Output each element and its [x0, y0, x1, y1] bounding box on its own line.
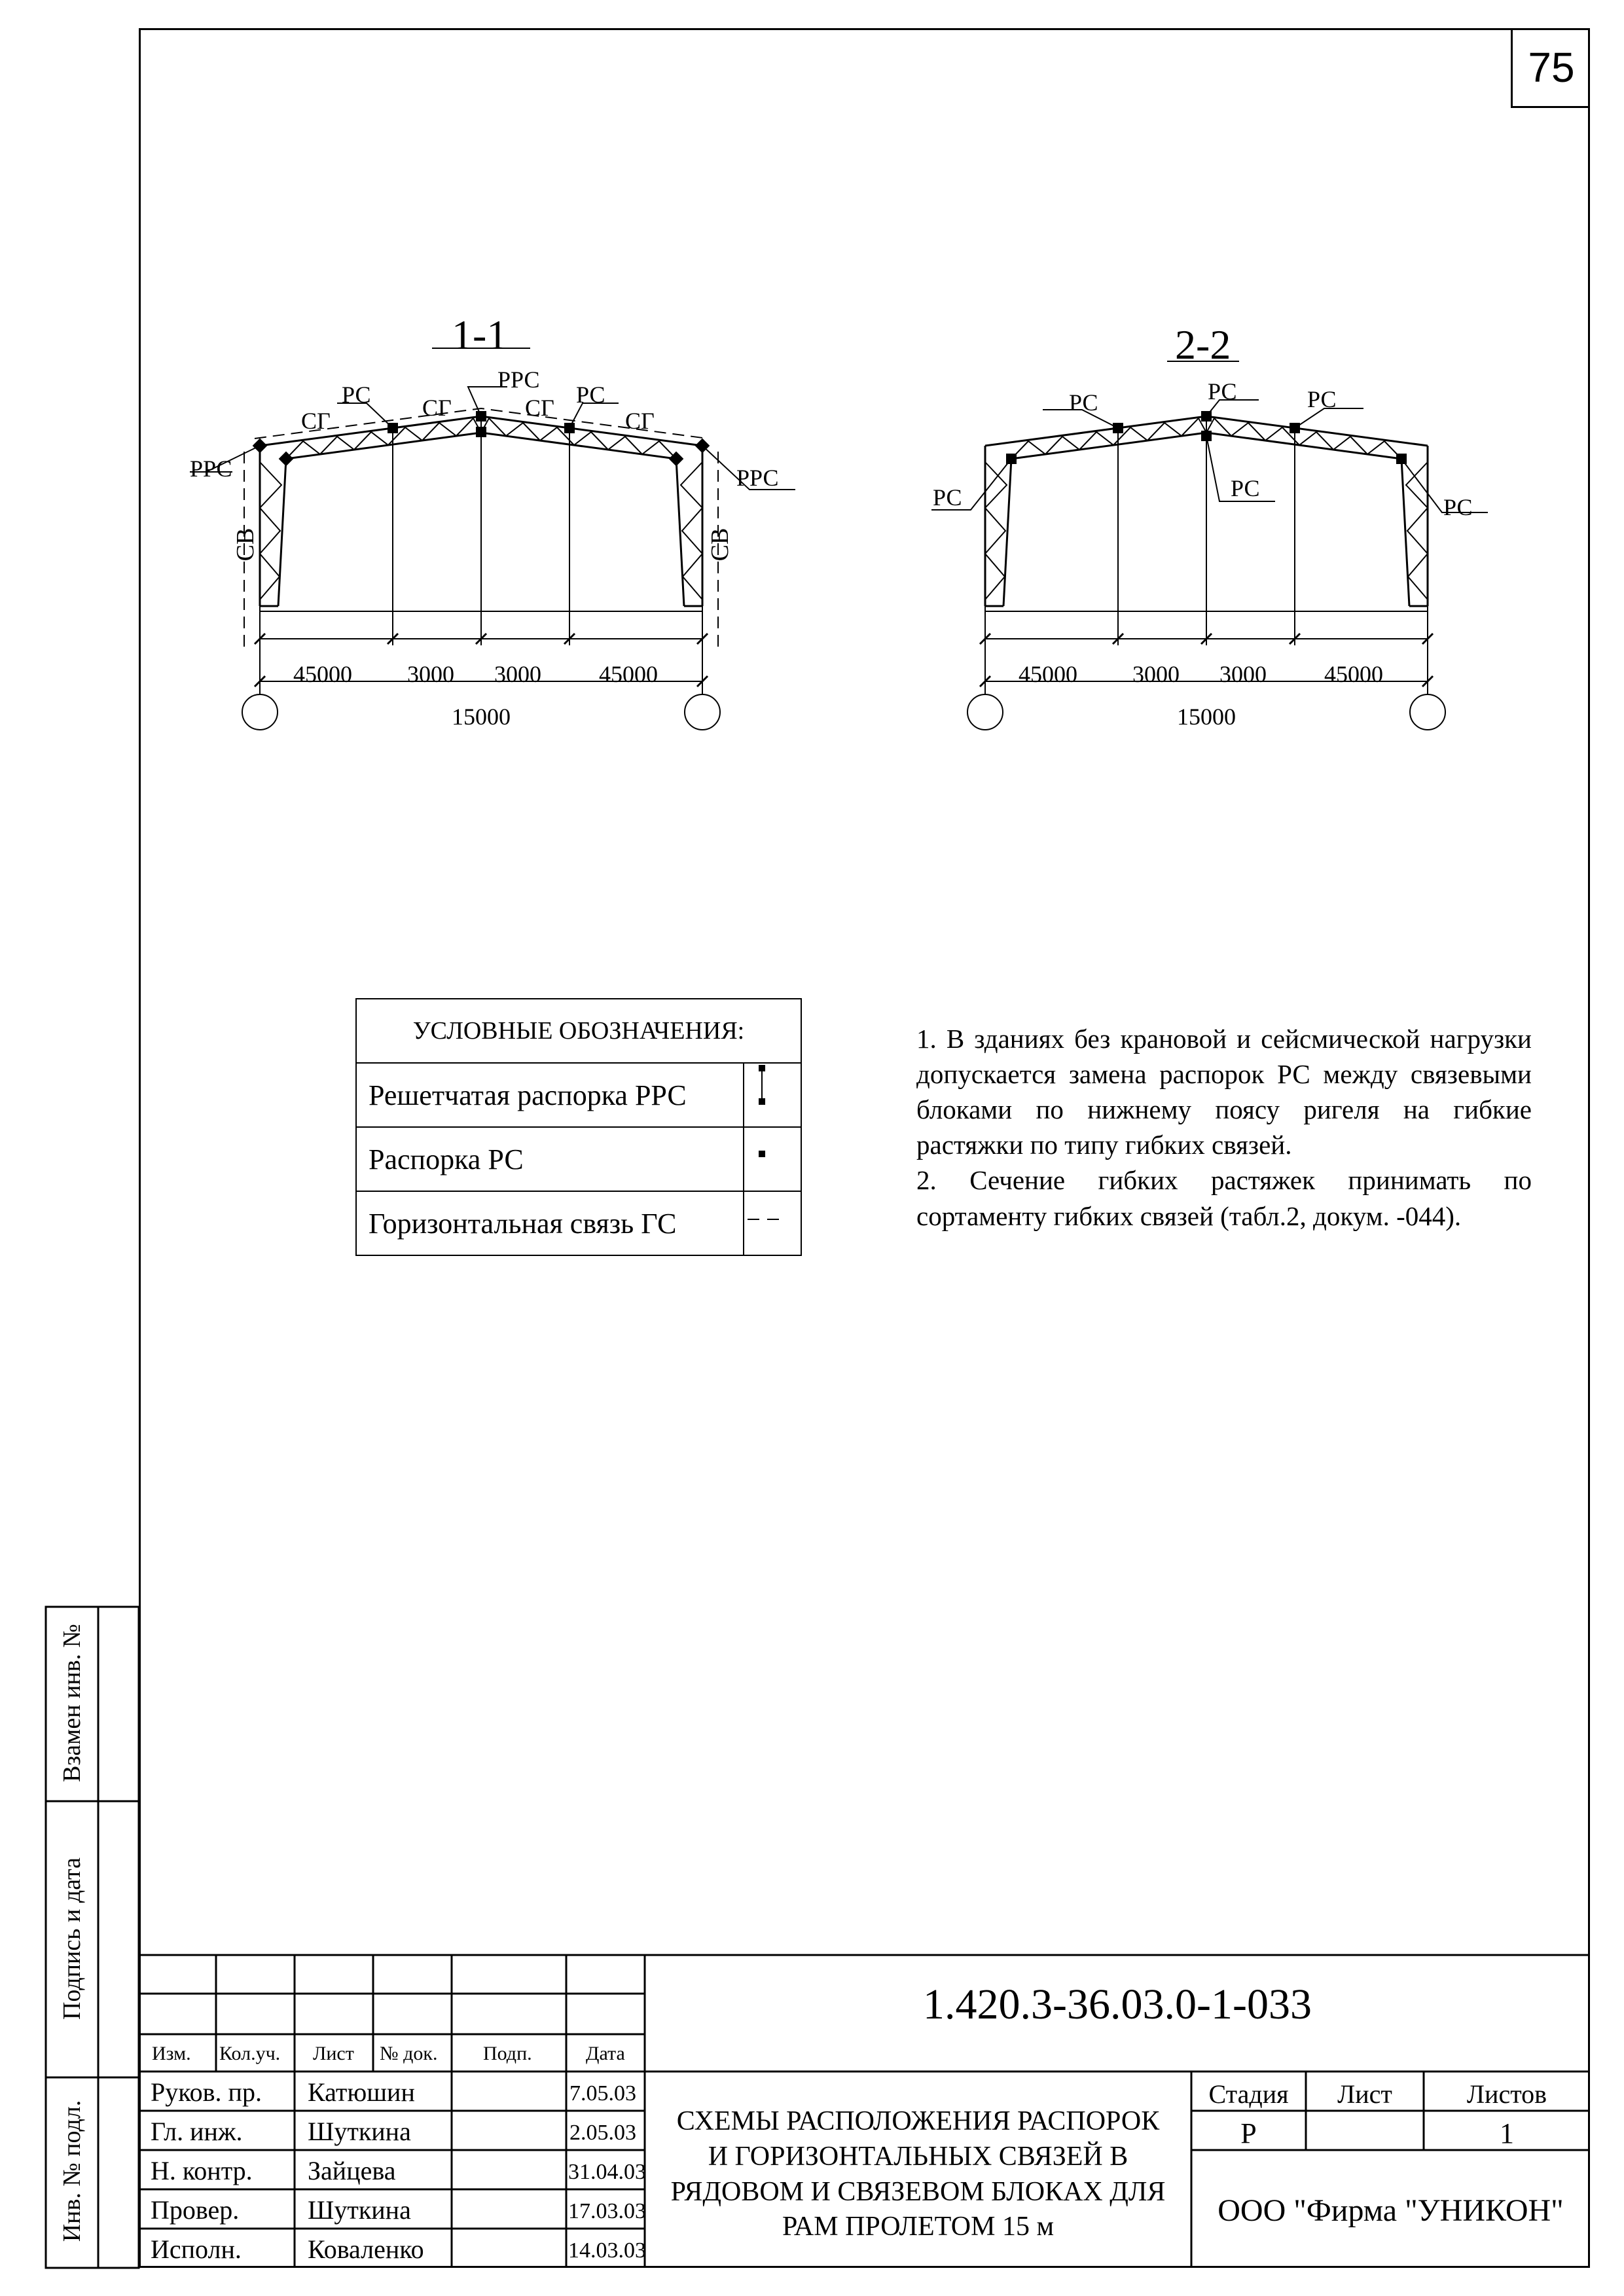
- lattice-strut-icon: [744, 1063, 801, 1127]
- label-rs-left-col: РС: [933, 484, 962, 511]
- frame-2-2-drawing: [931, 361, 1488, 730]
- tb-role: Н. контр.: [151, 2156, 253, 2185]
- tb-role: Гл. инж.: [151, 2117, 243, 2146]
- legend-row: [356, 1127, 801, 1191]
- label-rrs-right: РРС: [736, 465, 779, 491]
- label-rs-center-top: РС: [1208, 378, 1237, 404]
- drawing-title: [645, 2104, 1191, 2245]
- label-rs-right-col: РС: [1443, 494, 1473, 520]
- dim-2-2: 3000: [1132, 661, 1180, 687]
- dim-1-overall: 15000: [452, 704, 511, 730]
- tb-name: Шуткина: [308, 2117, 411, 2146]
- tb-role: Руков. пр.: [151, 2077, 262, 2107]
- label-rs-left-top: РС: [1069, 389, 1098, 416]
- tb-date: 7.05.03: [569, 2081, 636, 2106]
- label-rs-right-top: РС: [1307, 386, 1337, 412]
- hdr-doc-no: № док.: [380, 2043, 438, 2064]
- title-line: И ГОРИЗОНТАЛЬНЫХ СВЯЗЕЙ В: [708, 2141, 1128, 2172]
- label-rrs-left: РРС: [190, 456, 232, 482]
- tb-name: Зайцева: [308, 2156, 396, 2185]
- tb-name: Шуткина: [308, 2195, 411, 2225]
- title-line: РЯДОВОМ И СВЯЗЕВОМ БЛОКАХ ДЛЯ: [670, 2176, 1166, 2207]
- label-sg-2: СГ: [422, 395, 452, 421]
- sheets-label: Листов: [1466, 2079, 1547, 2109]
- stage-value: Р: [1240, 2117, 1257, 2149]
- label-rs-center-low: РС: [1231, 475, 1260, 501]
- label-sg-4: СГ: [625, 408, 655, 434]
- tb-role: Провер.: [151, 2195, 240, 2225]
- sheets-value: 1: [1500, 2117, 1514, 2149]
- note-1: 1. В зданиях без крановой и сейсмической нагрузки допускается замена распорок РС между связевыми блоками по нижнему поясу ригеля на гибкие растяжки по типу гибких связей.: [916, 1024, 1532, 1160]
- label-rs-1: РС: [342, 382, 371, 408]
- page-number: 75: [1511, 28, 1590, 108]
- label-rrs-top: РРС: [497, 367, 540, 393]
- section-1-1-title: 1-1: [452, 312, 508, 358]
- tb-name: Катюшин: [308, 2077, 415, 2107]
- hdr-podp: Подп.: [483, 2043, 532, 2064]
- dim-2-overall: 15000: [1177, 704, 1236, 730]
- label-rs-2: РС: [576, 382, 605, 408]
- title-line: РАМ ПРОЛЕТОМ 15 м: [782, 2212, 1055, 2242]
- stamp-replaced-inv: Взамен инв. №: [58, 1624, 86, 1782]
- label-sg-3: СГ: [525, 395, 554, 421]
- tb-name: Коваленко: [308, 2234, 424, 2264]
- legend-label: Распорка РС: [356, 1127, 744, 1191]
- dim-2-4: 45000: [1324, 661, 1383, 687]
- tb-date: 2.05.03: [569, 2121, 636, 2145]
- dim-1-4: 45000: [599, 661, 658, 687]
- legend-label: Горизонтальная связь ГС: [356, 1191, 744, 1255]
- tb-date: 14.03.03: [568, 2238, 646, 2263]
- frame-1-1-drawing: [190, 348, 795, 730]
- hdr-list: Лист: [313, 2043, 354, 2064]
- sheet-label: Лист: [1337, 2079, 1392, 2109]
- legend-row: [356, 1063, 801, 1127]
- hdr-izm: Изм.: [152, 2043, 191, 2064]
- legend-label: Решетчатая распорка РРС: [356, 1063, 744, 1127]
- dim-2-3: 3000: [1219, 661, 1267, 687]
- tb-date: 31.04.03: [568, 2160, 646, 2184]
- dim-1-1: 45000: [293, 661, 352, 687]
- hdr-date: Дата: [586, 2043, 625, 2064]
- legend-title: УСЛОВНЫЕ ОБОЗНАЧЕНИЯ:: [356, 999, 801, 1063]
- tb-role: Исполн.: [151, 2234, 242, 2264]
- dim-1-2: 3000: [407, 661, 454, 687]
- notes: [916, 1021, 1532, 1234]
- stamp-inv-no: Инв. № подл.: [58, 2100, 86, 2242]
- stage-label: Стадия: [1208, 2079, 1289, 2109]
- hdr-kol-uch: Кол.уч.: [219, 2043, 281, 2064]
- label-sv-right: СВ: [706, 528, 734, 562]
- section-2-2-title: 2-2: [1175, 321, 1231, 368]
- stamp-signature-date: Подпись и дата: [58, 1857, 86, 2020]
- strut-icon: [744, 1127, 801, 1191]
- dim-2-1: 45000: [1019, 661, 1077, 687]
- label-sv-left: СВ: [232, 528, 259, 562]
- title-line: СХЕМЫ РАСПОЛОЖЕНИЯ РАСПОРОК: [676, 2106, 1160, 2136]
- dim-1-3: 3000: [494, 661, 541, 687]
- legend-header: [356, 999, 801, 1063]
- tb-date: 17.03.03: [568, 2199, 646, 2223]
- doc-code: 1.420.3-36.03.0-1-033: [923, 1981, 1312, 2028]
- legend-table: [355, 998, 802, 1256]
- dashed-line-icon: [744, 1191, 801, 1255]
- note-2: 2. Сечение гибких растяжек принимать по сортаменту гибких связей (табл.2, докум. -044).: [916, 1165, 1532, 1231]
- label-sg-1: СГ: [301, 408, 331, 434]
- legend-row: [356, 1191, 801, 1255]
- company-name: ООО "Фирма "УНИКОН": [1218, 2193, 1564, 2228]
